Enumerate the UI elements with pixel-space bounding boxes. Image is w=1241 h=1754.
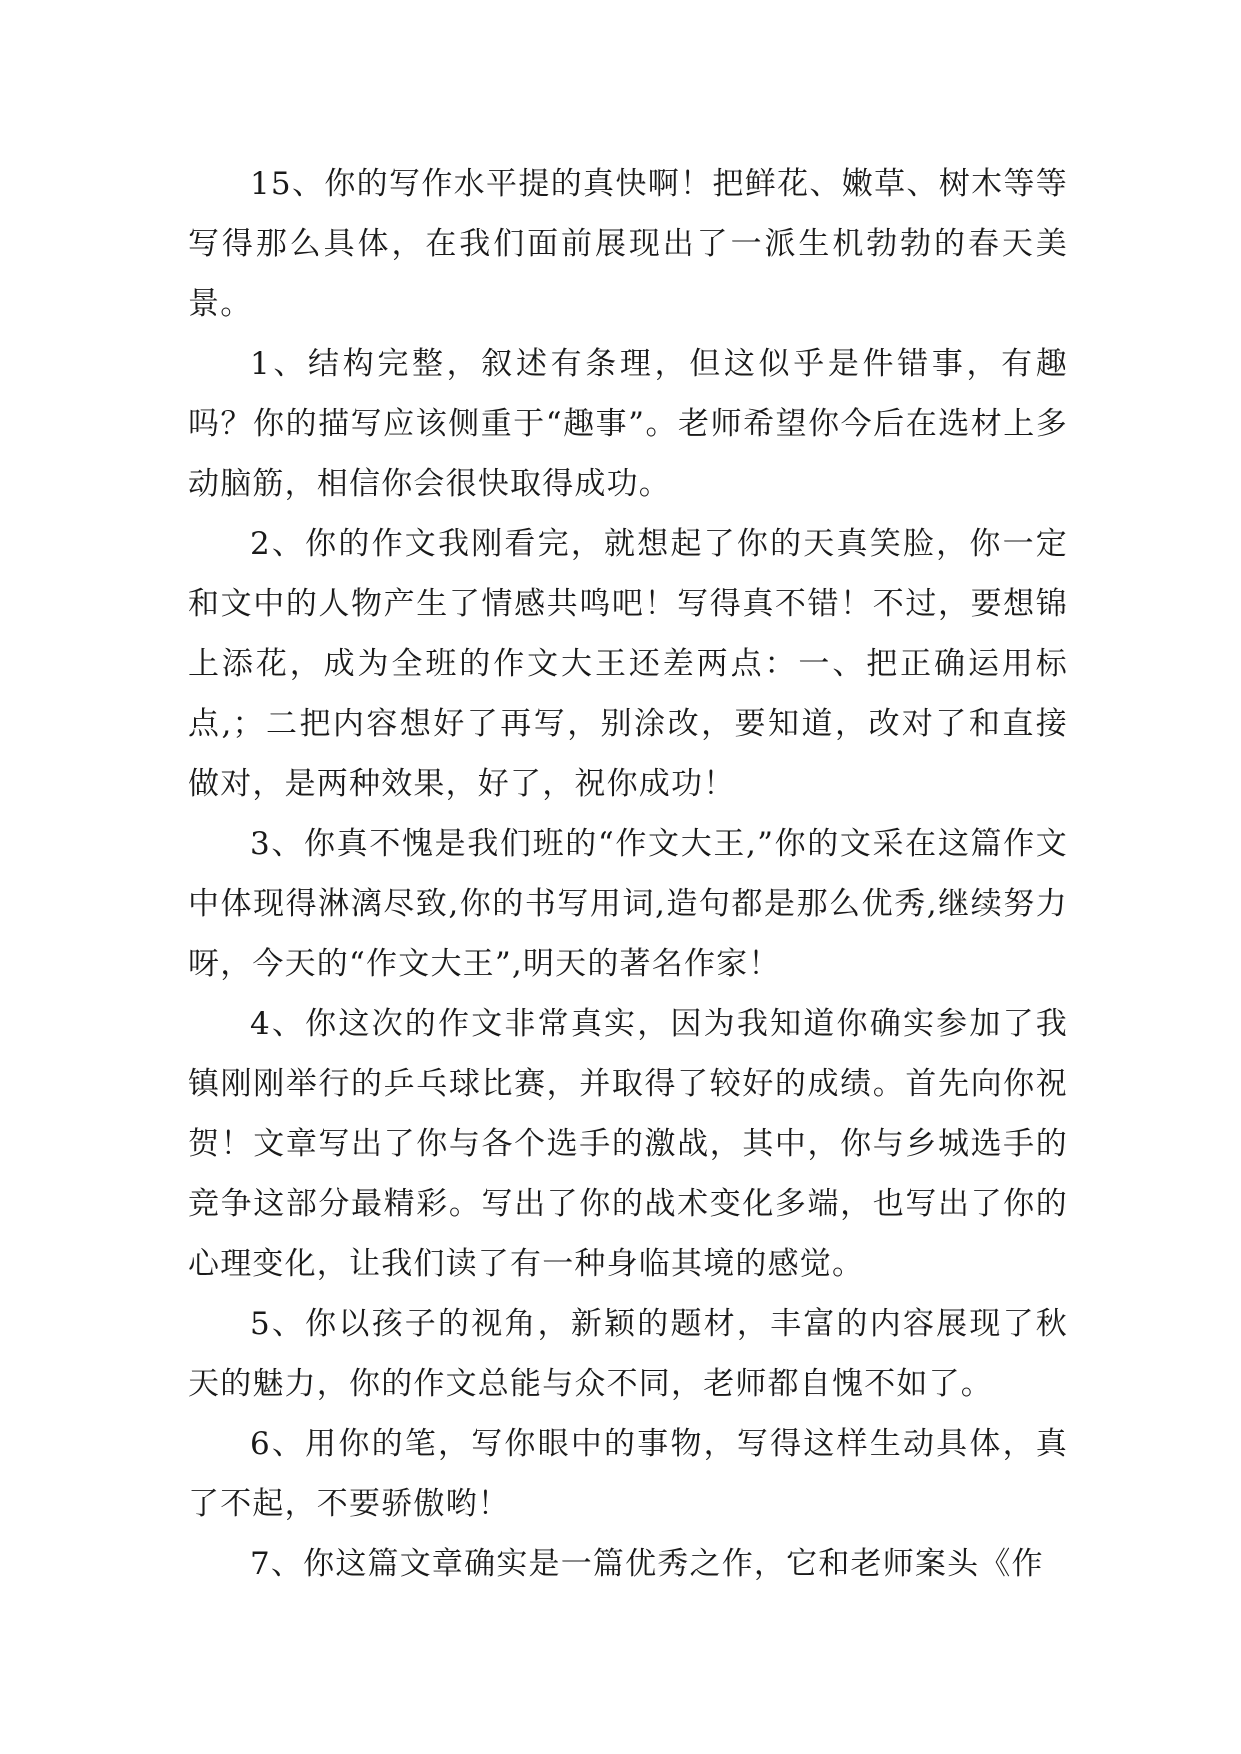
paragraph-15: 15、你的写作水平提的真快啊！把鲜花、嫩草、树木等等写得那么具体，在我们面前展现出了一派生机勃勃的春天美景。	[188, 166, 1068, 322]
paragraph-7: 7、你这篇文章确实是一篇优秀之作，它和老师案头《作	[250, 1546, 1044, 1582]
paragraph-5: 5、你以孩子的视角，新颖的题材，丰富的内容展现了秋天的魅力，你的作文总能与众不同，老师都自愧不如了。	[188, 1306, 1068, 1402]
paragraph-6: 6、用你的笔，写你眼中的事物，写得这样生动具体，真了不起，不要骄傲哟！	[188, 1426, 1068, 1522]
paragraph-3: 3、你真不愧是我们班的“作文大王,”你的文采在这篇作文中体现得淋漓尽致,你的书写用词,造句都是那么优秀,继续努力呀，今天的“作文大王”,明天的著名作家！	[188, 826, 1068, 982]
paragraph-2: 2、你的作文我刚看完，就想起了你的天真笑脸，你一定和文中的人物产生了情感共鸣吧！写得真不错！不过，要想锦上添花，成为全班的作文大王还差两点：一、把正确运用标点,；二把内容想好了再写，别涂改，要知道，改对了和直接做对，是两种效果，好了，祝你成功！	[188, 526, 1068, 802]
paragraph-4: 4、你这次的作文非常真实，因为我知道你确实参加了我镇刚刚举行的乒乓球比赛，并取得了较好的成绩。首先向你祝贺！文章写出了你与各个选手的激战，其中，你与乡城选手的竞争这部分最精彩。写出了你的战术变化多端，也写出了你的心理变化，让我们读了有一种身临其境的感觉。	[188, 1006, 1068, 1282]
paragraph-1: 1、结构完整，叙述有条理，但这似乎是件错事，有趣吗？你的描写应该侧重于“趣事”。老师希望你今后在选材上多动脑筋，相信你会很快取得成功。	[188, 346, 1068, 502]
document-body	[188, 154, 1068, 1594]
